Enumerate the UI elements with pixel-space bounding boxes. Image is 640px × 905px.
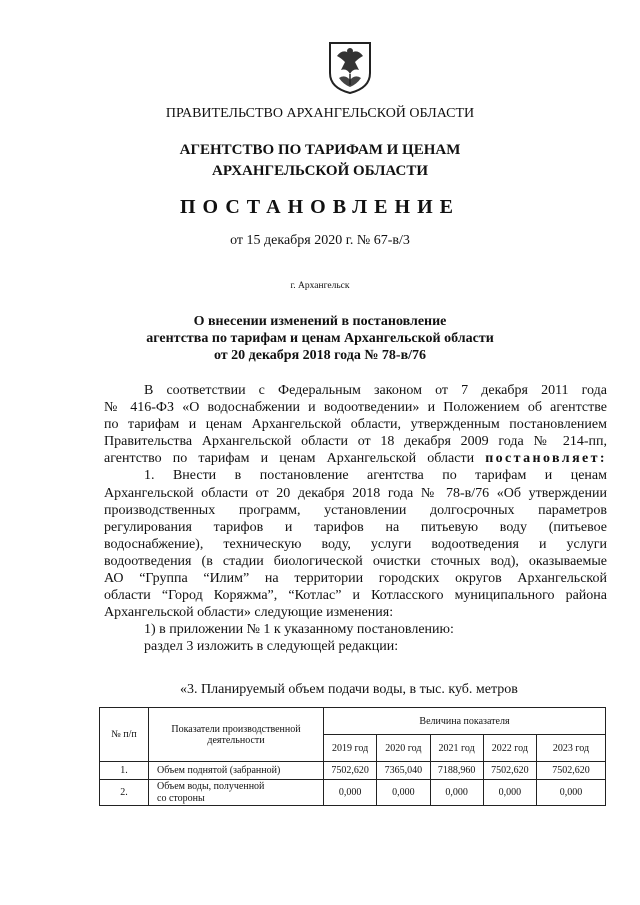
year-header: 2022 год (483, 735, 536, 762)
list-item-1: 1) в приложении № 1 к указанному постановлению: (144, 622, 454, 638)
subject-line-1: О внесении изменений в постановление (193, 314, 447, 329)
water-volume-table (99, 707, 606, 806)
row-value: 0,000 (430, 780, 483, 806)
government-name: ПРАВИТЕЛЬСТВО АРХАНГЕЛЬСКОЙ ОБЛАСТИ (165, 106, 475, 121)
row-value: 7502,620 (483, 762, 536, 780)
intro-line-5 (104, 450, 607, 467)
agency-name-line-2: АРХАНГЕЛЬСКОЙ ОБЛАСТИ (212, 163, 428, 179)
intro-line-3: по тарифам и ценам Архангельской области, утвержденным постановлением (104, 417, 607, 433)
document-body (104, 382, 607, 656)
intro-line-4: Правительства Архангельской области от 18 декабря 2009 года № 214-пп, (104, 434, 607, 450)
subject-line-2: агентства по тарифам и ценам Архангельской области (146, 331, 494, 346)
year-header: 2021 год (430, 735, 483, 762)
document-subject (0, 313, 640, 364)
year-header: 2023 год (537, 735, 606, 762)
document-city: г. Архангельск (290, 281, 350, 291)
paragraph-1-line-3: производственных программ, установлении долгосрочных параметров (104, 502, 607, 518)
table-row (100, 762, 606, 780)
row-value: 0,000 (324, 780, 377, 806)
column-header-number: № п/п (100, 708, 149, 762)
indicator-name-line-1: Объем воды, полученной (157, 780, 265, 792)
paragraph-1-line-2: Архангельской области от 20 декабря 2018 года № 78-в/76 «Об утверждении (104, 485, 607, 501)
table-row (100, 780, 606, 806)
row-value: 7188,960 (430, 762, 483, 780)
column-header-indicator (149, 708, 324, 762)
row-value: 7502,620 (324, 762, 377, 780)
agency-name-line-1: АГЕНТСТВО ПО ТАРИФАМ И ЦЕНАМ (179, 142, 461, 158)
intro-text-end: агентство по тарифам и ценам Архангельской области (104, 451, 475, 467)
indicator-name-line-2: со стороны (157, 792, 205, 804)
row-value: 7365,040 (377, 762, 430, 780)
table-title: «3. Планируемый объем подачи воды, в тыс. куб. метров (180, 682, 518, 697)
row-indicator-name (149, 780, 324, 806)
row-number: 2. (100, 780, 149, 806)
row-value: 0,000 (483, 780, 536, 806)
paragraph-1-line-7: АО “Группа “Илим” на территории городских округов Архангельской (104, 571, 607, 587)
agency-name (0, 140, 640, 182)
paragraph-1-line-6: водоотведения (в стадии биологической очистки сточных вод), оказываемые (104, 553, 607, 569)
decree-word: постановляет: (485, 451, 607, 467)
row-indicator-name (149, 762, 324, 780)
column-header-value: Величина показателя (324, 708, 606, 735)
row-number: 1. (100, 762, 149, 780)
paragraph-1-line-8: области “Город Коряжма”, “Котлас” и Котласского муниципального района (104, 588, 607, 604)
list-item-2: раздел 3 изложить в следующей редакции: (144, 639, 399, 655)
paragraph-1-line-5: водоснабжение), техническую воду, услуги водоотведения и услуги (104, 536, 607, 552)
document-type: ПОСТАНОВЛЕНИЕ (180, 196, 460, 218)
row-value: 0,000 (377, 780, 430, 806)
intro-line-1: В соответствии с Федеральным законом от 7 декабря 2011 года (144, 383, 607, 398)
row-value: 7502,620 (537, 762, 606, 780)
document-date-number: от 15 декабря 2020 г. № 67-в/3 (230, 233, 410, 248)
year-header: 2020 год (377, 735, 430, 762)
indicator-header-line-1: Показатели (171, 723, 221, 735)
paragraph-1-line-1: 1. Внести в постановление агентства по тарифам и ценам (144, 468, 607, 484)
indicator-name-line-1: Объем поднятой (забранной) (157, 764, 281, 776)
paragraph-1-line-4: регулирования тарифов и тарифов на питьевую воду (питьевое (104, 519, 607, 535)
subject-line-3: от 20 декабря 2018 года № 78-в/76 (213, 348, 427, 363)
indicator-header-line-2: производственной деятельности (207, 723, 301, 746)
paragraph-1-line-9: Архангельской области» следующие изменения: (104, 605, 394, 621)
intro-line-2: № 416-ФЗ «О водоснабжении и водоотведении» и Положением об агентстве (104, 400, 607, 416)
coat-of-arms-emblem-icon (325, 40, 375, 95)
row-value: 0,000 (537, 780, 606, 806)
year-header: 2019 год (324, 735, 377, 762)
